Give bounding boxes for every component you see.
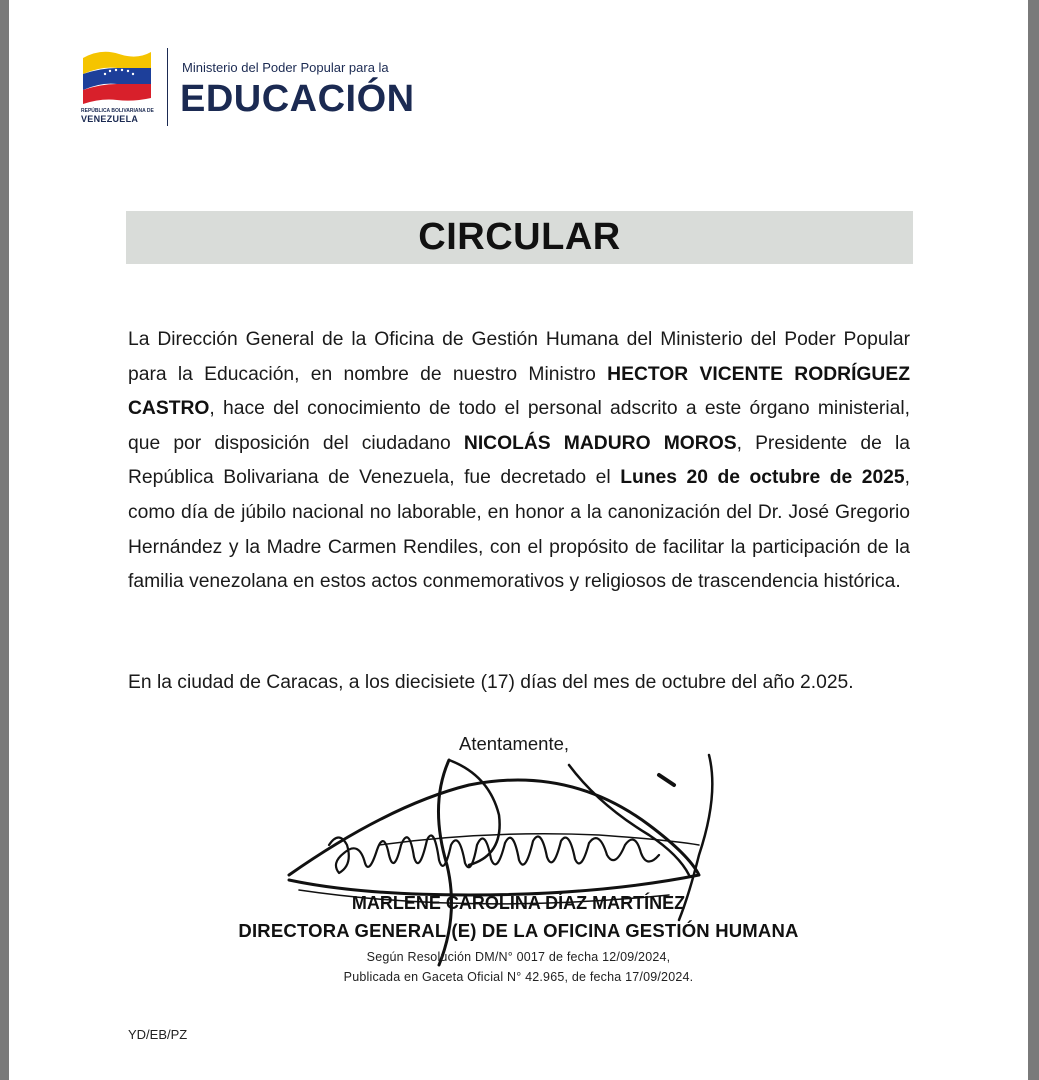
salutation: Atentamente, [459, 733, 570, 754]
document-title: CIRCULAR [418, 216, 621, 258]
resolution-line-2: Publicada en Gaceta Oficial N° 42.965, de fecha 17/09/2024. [343, 970, 694, 984]
resolution-line-1: Según Resolución DM/N° 0017 de fecha 12/09/2024, [366, 950, 671, 964]
holiday-date: Lunes 20 de octubre de 2025 [620, 467, 905, 489]
ministry-line: Ministerio del Poder Popular para la [182, 60, 389, 75]
ministry-logo [81, 48, 415, 128]
closing-line: En la ciudad de Caracas, a los diecisiete (17) días del mes de octubre del año 2.025. [128, 672, 854, 693]
signer-position: DIRECTORA GENERAL (E) DE LA OFICINA GESTIÓN HUMANA [238, 920, 799, 941]
author-initials: YD/EB/PZ [128, 1027, 188, 1042]
venezuela-flag-icon [81, 48, 153, 104]
country-name: REPÚBLICA BOLIVARIANA DE VENEZUELA [81, 108, 154, 124]
ministry-name: EDUCACIÓN [180, 78, 415, 120]
president-name: NICOLÁS MADURO MOROS [463, 432, 737, 454]
body-paragraph: La Dirección General de la Oficina de Gestión Humana del Ministerio del Poder Popular para la Educación, en nombre de nuestro Ministro HECTOR VICENTE RODRÍGUEZ CASTRO, hace del conocimiento de todo el personal adscrito a este órgano ministerial, que por disposición del ciudadano NICOLÁS MADURO MOROS, Presidente de la República Bolivariana de Venezuela, fue decretado el Lunes 20 de octubre de 2025, como día de júbilo nacional no laborable, en honor a la canonización del Dr. José Gregorio Hernández y la Madre Carmen Rendiles, con el propósito de facilitar la participación de la familia venezolana en estos actos conmemorativos y religiosos de trascendencia histórica. [128, 329, 910, 593]
document-page [9, 0, 1028, 1080]
logo-divider [167, 48, 168, 126]
resolution-reference [9, 947, 1028, 987]
signer-name: MARLENE CAROLINA DÍAZ MARTÍNEZ [351, 893, 686, 913]
title-band [126, 211, 913, 264]
minister-name: HECTOR VICENTE RODRÍGUEZ CASTRO [128, 363, 910, 420]
